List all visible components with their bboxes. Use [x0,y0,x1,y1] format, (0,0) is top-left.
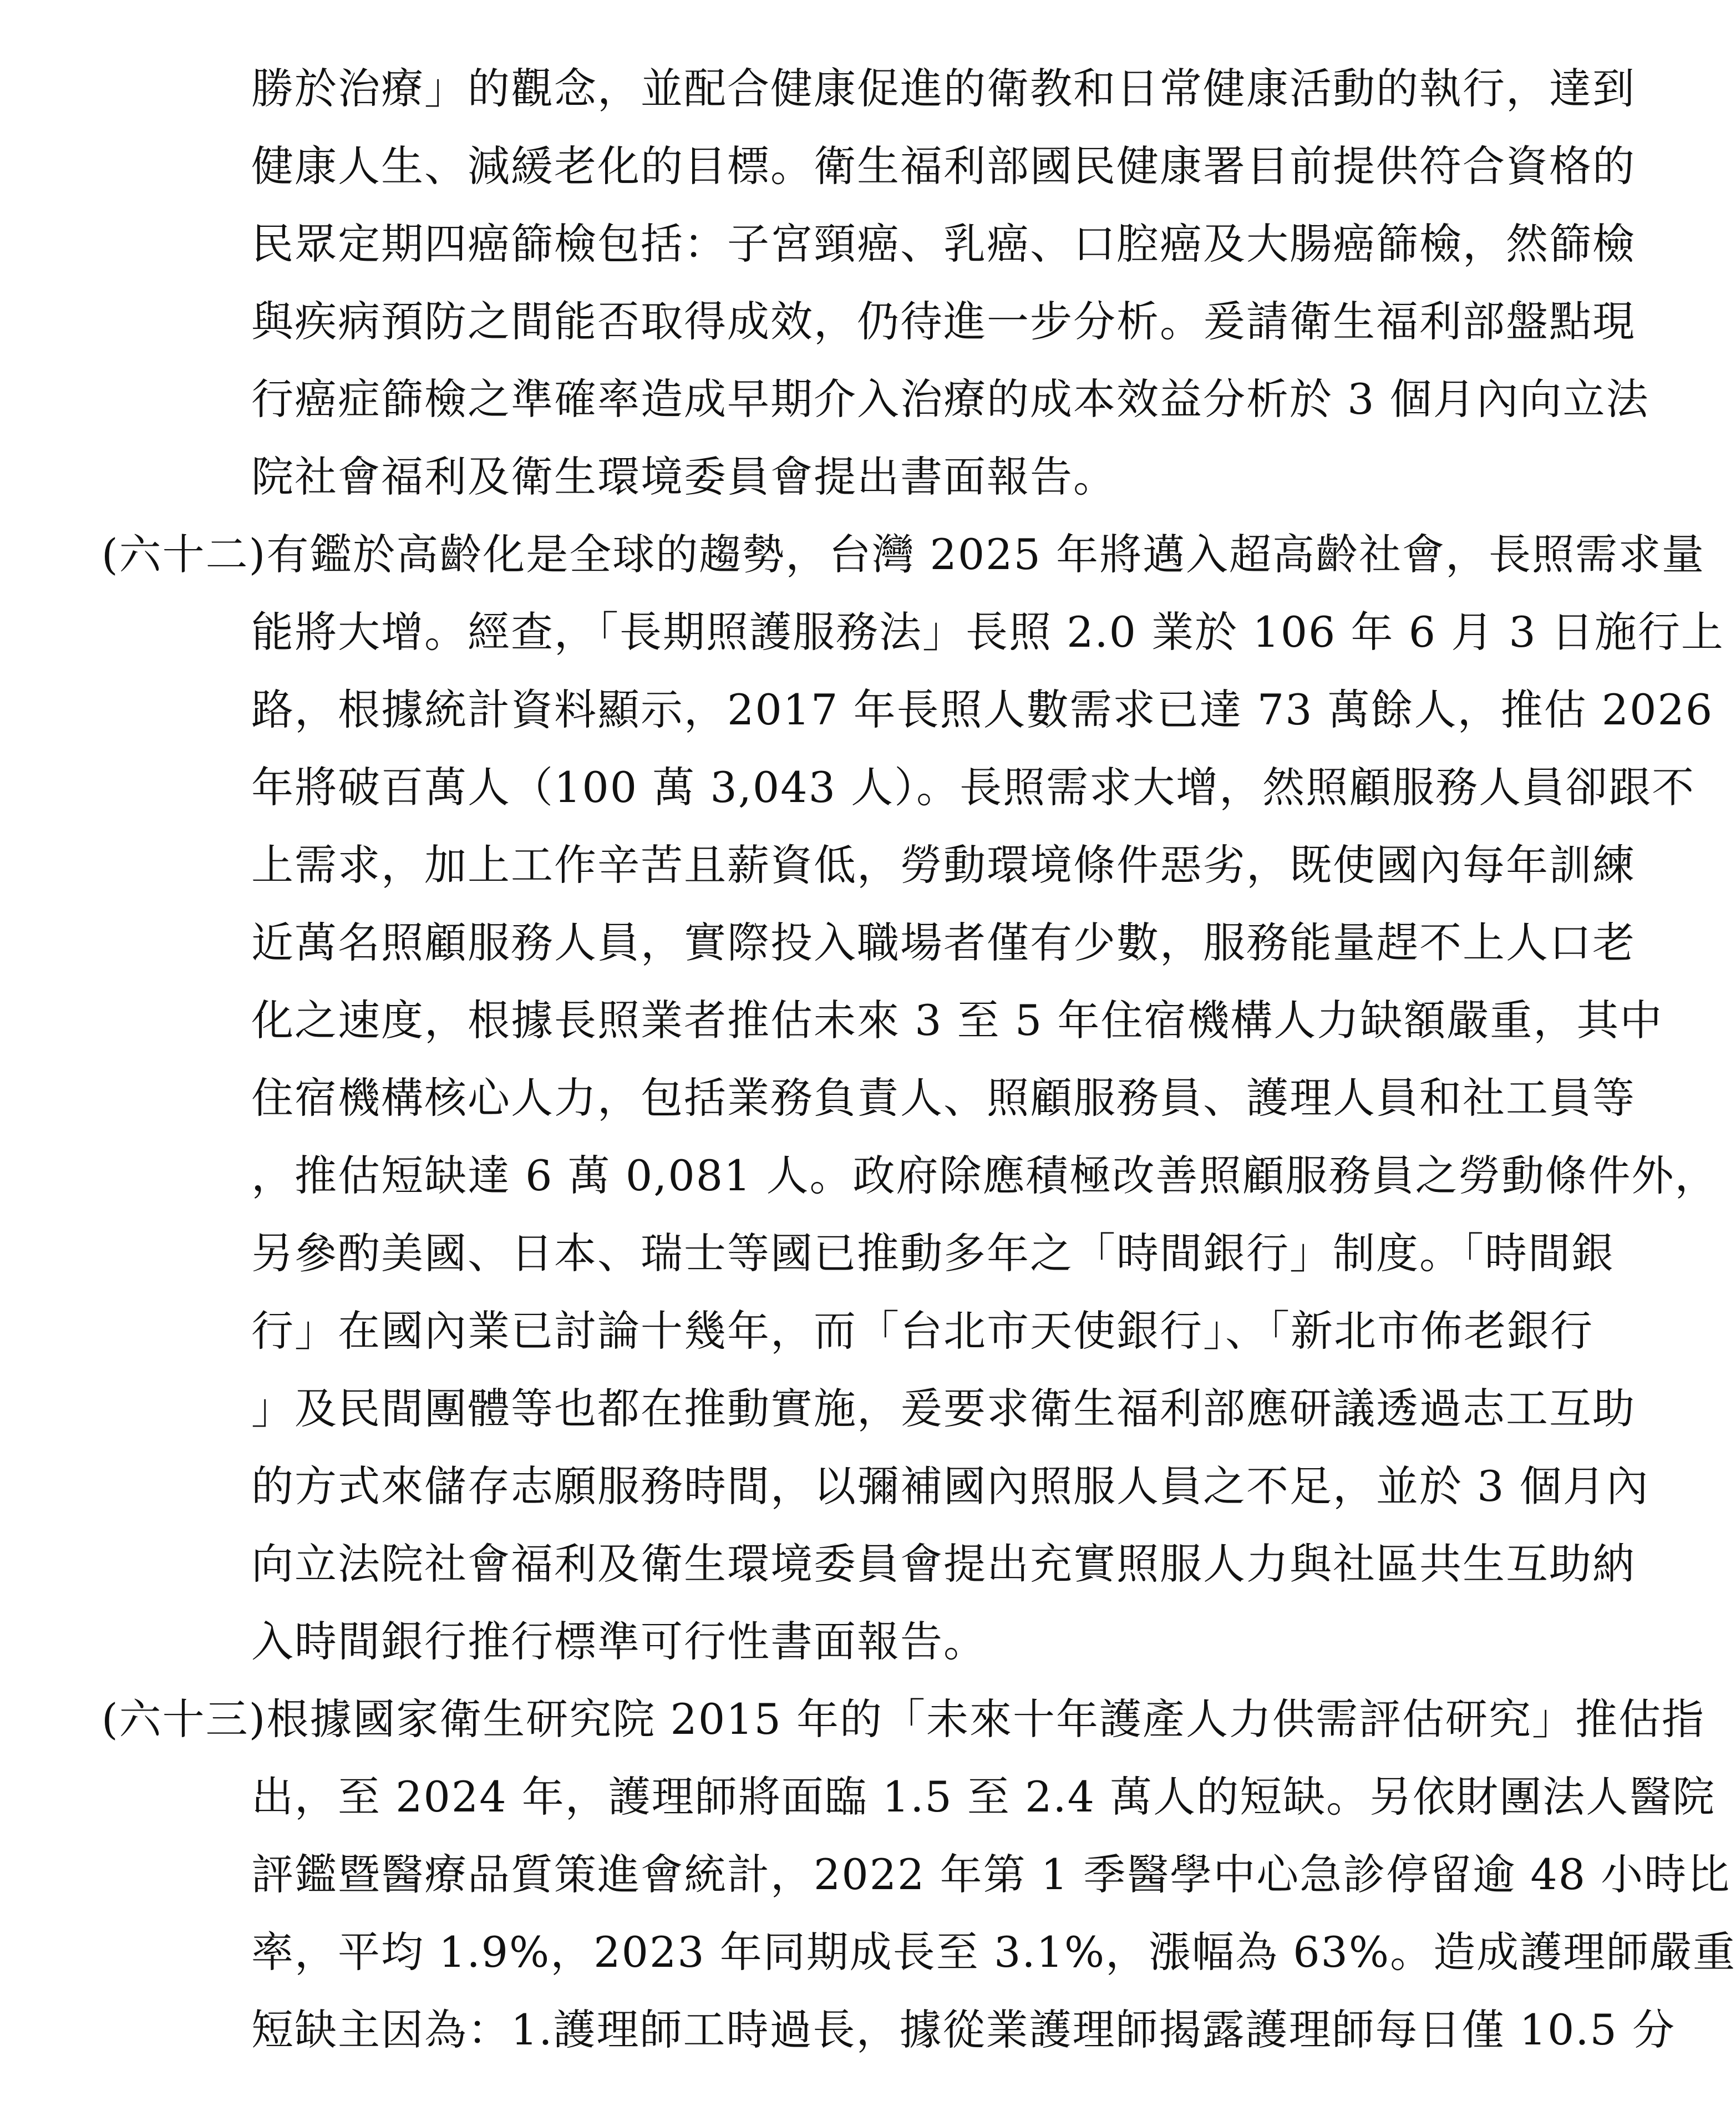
item-62-line: 另參酌美國、日本、瑞士等國已推動多年之「時間銀行」制度。「時間銀 [251,1229,1615,1278]
item-63-label: (六十三) [101,1694,267,1744]
item-62-line: 能將大增。經查，「長期照護服務法」長照 2.0 業於 106 年 6 月 3 日施行上 [251,607,1724,657]
paragraph-line: 民眾定期四癌篩檢包括：子宮頸癌、乳癌、口腔癌及大腸癌篩檢，然篩檢 [251,219,1636,268]
paragraph-line: 行癌症篩檢之準確率造成早期介入治療的成本效益分析於 3 個月內向立法 [251,374,1649,424]
item-62-first-line [101,527,1705,582]
item-63-line: 短缺主因為：1.護理師工時過長，據從業護理師揭露護理師每日僅 10.5 分 [251,2005,1676,2054]
item-62-line: 化之速度，根據長照業者推估未來 3 至 5 年住宿機構人力缺額嚴重，其中 [251,996,1663,1045]
item-63-first-line [101,1692,1705,1747]
item-63-line: 評鑑暨醫療品質策進會統計，2022 年第 1 季醫學中心急診停留逾 48 小時比 [251,1850,1731,1899]
paragraph-line: 與疾病預防之間能否取得成效，仍待進一步分析。爰請衛生福利部盤點現 [251,297,1636,346]
item-62-line: 上需求，加上工作辛苦且薪資低，勞動環境條件惡劣，既使國內每年訓練 [251,840,1636,890]
item-63-line: 出，至 2024 年，護理師將面臨 1.5 至 2.4 萬人的短缺。另依財團法人醫院 [251,1772,1716,1821]
paragraph-line: 院社會福利及衛生環境委員會提出書面報告。 [251,452,1116,501]
item-62-line: 向立法院社會福利及衛生環境委員會提出充實照服人力與社區共生互助納 [251,1539,1636,1589]
item-62-line: 近萬名照顧服務人員，實際投入職場者僅有少數，服務能量趕不上人口老 [251,918,1636,967]
item-62-first-text: 有鑑於高齡化是全球的趨勢，台灣 2025 年將邁入超高齡社會，長照需求量 [266,530,1705,579]
item-62-line: 入時間銀行推行標準可行性書面報告。 [251,1617,987,1666]
item-62-line: 住宿機構核心人力，包括業務負責人、照顧服務員、護理人員和社工員等 [251,1073,1636,1123]
item-62-line: ，推估短缺達 6 萬 0,081 人。政府除應積極改善照顧服務員之勞動條件外， [251,1151,1718,1200]
item-62-line: 行」在國內業已討論十幾年，而「台北市天使銀行」、「新北市佈老銀行 [251,1306,1593,1356]
item-62-line: 」及民間團體等也都在推動實施，爰要求衛生福利部應研議透過志工互助 [251,1384,1636,1433]
item-63-first-text: 根據國家衛生研究院 2015 年的「未來十年護產人力供需評估研究」推估指 [266,1694,1705,1744]
item-62-line: 路，根據統計資料顯示，2017 年長照人數需求已達 73 萬餘人，推估 2026 [251,685,1714,734]
paragraph-line: 健康人生、減緩老化的目標。衛生福利部國民健康署目前提供符合資格的 [251,141,1636,191]
paragraph-line: 勝於治療」的觀念，並配合健康促進的衛教和日常健康活動的執行，達到 [251,64,1636,113]
item-62-line: 的方式來儲存志願服務時間，以彌補國內照服人員之不足，並於 3 個月內 [251,1461,1649,1511]
item-63-line: 率，平均 1.9%，2023 年同期成長至 3.1%，漲幅為 63%。造成護理師嚴重 [251,1927,1736,1977]
item-62-line: 年將破百萬人（100 萬 3,043 人）。長照需求大增，然照顧服務人員卻跟不 [251,763,1696,812]
item-62-label: (六十二) [101,530,267,579]
